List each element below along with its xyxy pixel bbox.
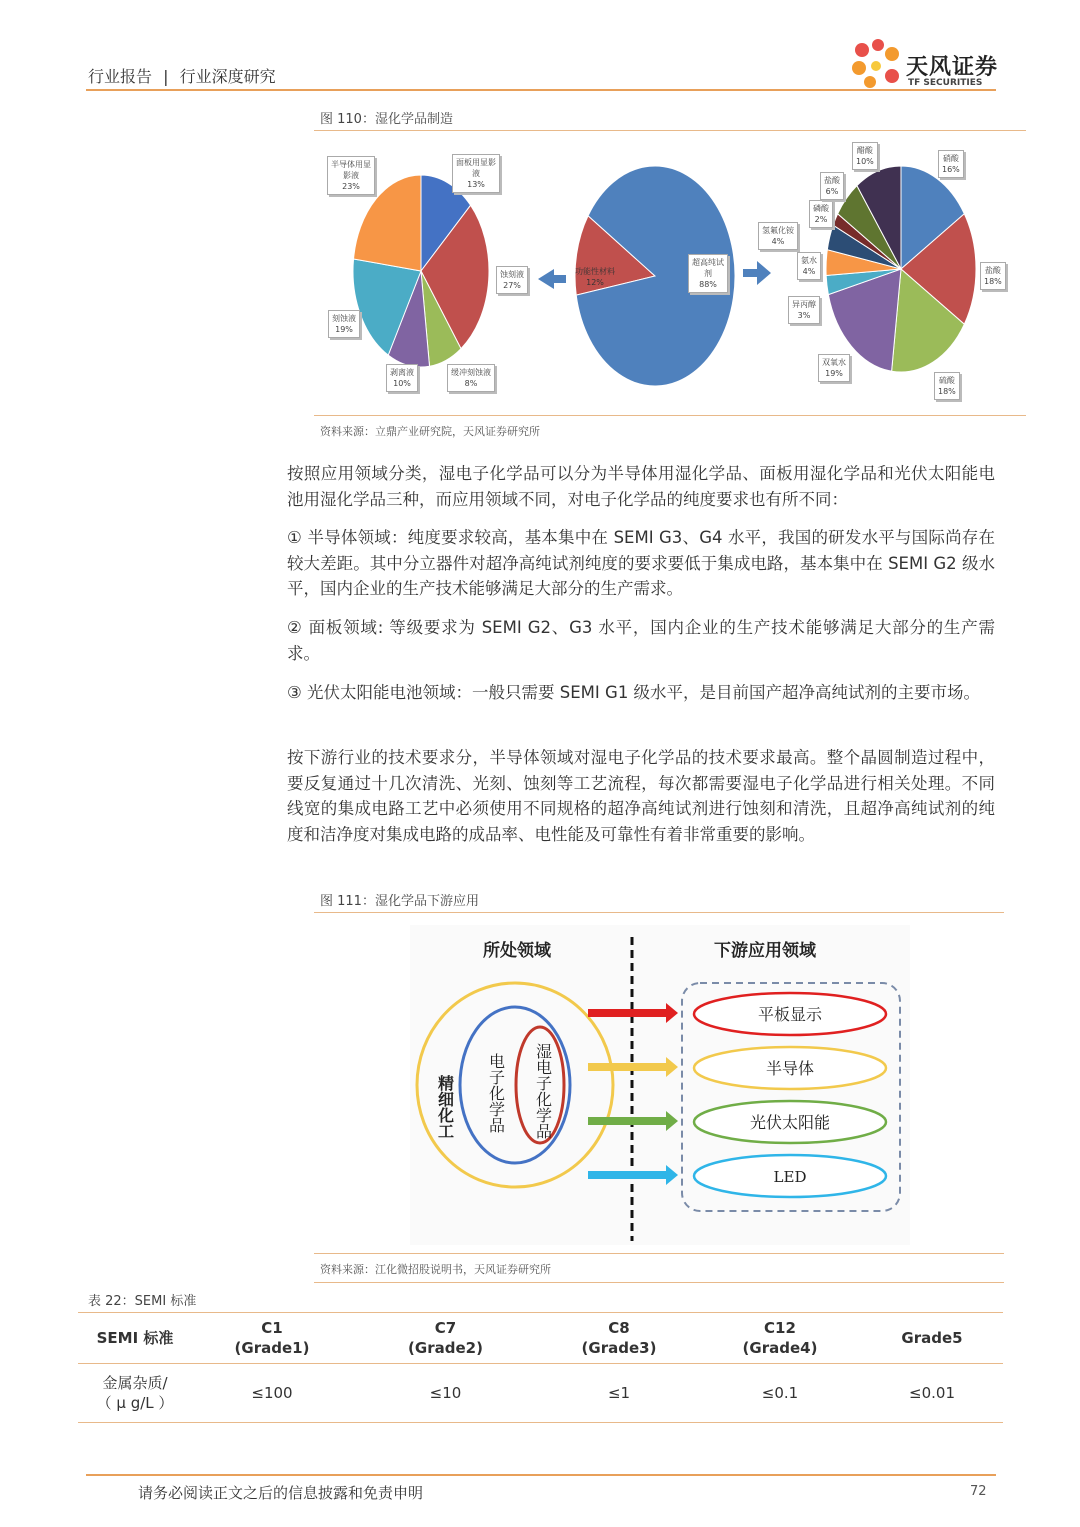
semi-standard-table [78, 1312, 1003, 1423]
figure-111-source: 资料来源：江化微招股说明书，天风证券研究所 [320, 1263, 551, 1276]
table-22-title: 表 22：SEMI 标准 [88, 1294, 197, 1309]
page-number: 72 [970, 1484, 987, 1499]
table-header-cell: C8 (Grade3) [539, 1313, 699, 1364]
figure-110-top-rule [314, 130, 1026, 131]
pie-chart-functional-materials [353, 175, 489, 367]
table-header-cell: Grade5 [861, 1313, 1003, 1364]
pie1-label-semi-developer: 半导体用显 影液 23% [327, 156, 375, 195]
paragraph-classification: 按照应用领域分类，湿电子化学品可以分为半导体用湿化学品、面板用湿化学品和光伏太阳能电池用湿化学品三种，而应用领域不同，对电子化学品的纯度要求也有所不同： [287, 464, 995, 509]
table-cell: ≤100 [192, 1364, 352, 1423]
figure-110-bottom-rule [314, 415, 1026, 416]
pie2-label-ultrapure: 超高纯试 剂 88% [688, 254, 728, 293]
left-column-header: 所处领域 [483, 941, 551, 961]
footer-divider [86, 1474, 996, 1476]
pie1-label-panel-developer: 面板用显影 液 13% [452, 154, 500, 193]
logo-name-en: TF SECURITIES [908, 78, 983, 88]
pie3-label-4: 双氧水 19% [818, 354, 850, 382]
report-subcategory: 行业深度研究 [179, 67, 276, 86]
company-logo [848, 36, 998, 92]
pie3-label-1: 硝酸 16% [938, 150, 964, 178]
figure-111-source-rule [314, 1282, 1004, 1283]
figure-111-bottom-rule [314, 1253, 1004, 1254]
pie1-label-etchant: 蚀刻液 27% [496, 266, 528, 294]
table-header-cell: SEMI 标准 [78, 1313, 192, 1364]
pie-chart-ultrapure-reagents [826, 166, 976, 372]
pie3-label-6: 氨水 4% [797, 252, 821, 280]
paragraph-photovoltaic: ③ 光伏太阳能电池领域：一般只需要 SEMI G1 级水平，是目前国产超净高纯试剂的主要市场。 [287, 683, 981, 702]
table-header-cell: C1 (Grade1) [192, 1313, 352, 1364]
label-wet-electronic-chemicals: 湿电子化学品 [533, 1043, 553, 1139]
pie3-label-2: 盐酸 18% [980, 262, 1006, 290]
pie2-label-functional: 功能性材料 12% [575, 267, 615, 287]
pie3-label-10: 醋酸 10% [852, 142, 878, 170]
logo-name-cn: 天风证券 [906, 55, 999, 80]
header-separator: | [163, 67, 169, 86]
paragraph-panel: ② 面板领域: 等级要求为 SEMI G2、G3 水平，国内企业的生产技术能够满足大部分的生产需求。 [287, 618, 995, 663]
figure-110-source: 资料来源：立鼎产业研究院，天风证券研究所 [320, 425, 540, 438]
app-semiconductor-label: 半导体 [765, 1059, 815, 1078]
right-arrow-icon [743, 261, 771, 285]
pie3-label-7: 氢氟化铵 4% [758, 222, 798, 250]
footer-disclaimer: 请务必阅读正文之后的信息披露和免责申明 [138, 1484, 424, 1502]
pie1-label-buffer-etch: 缓冲刻蚀液 8% [447, 364, 495, 392]
table-row [78, 1364, 1003, 1423]
app-photovoltaic-label: 光伏太阳能 [749, 1113, 831, 1132]
right-column-header: 下游应用领域 [714, 941, 816, 961]
header-divider [86, 89, 996, 91]
pie3-label-8: 磷酸 2% [809, 200, 833, 228]
table-cell: ≤0.1 [699, 1364, 861, 1423]
figure-110-title: 图 110：湿化学品制造 [320, 112, 453, 127]
table-cell: ≤1 [539, 1364, 699, 1423]
flower-logo-icon [848, 36, 908, 92]
report-header [88, 64, 276, 87]
app-flat-panel-label: 平板显示 [757, 1005, 823, 1024]
pie1-label-etching: 刻蚀液 19% [328, 310, 360, 338]
figure-110-pie-charts [314, 136, 1014, 406]
table-row-label: 金属杂质/ （ μ g/L ） [78, 1364, 192, 1423]
table-cell: ≤0.01 [861, 1364, 1003, 1423]
figure-111-top-rule [314, 912, 1004, 913]
pie3-label-3: 硫酸 18% [934, 372, 960, 400]
paragraph-semiconductor: ① 半导体领域：纯度要求较高，基本集中在 SEMI G3、G4 水平，我国的研发水平与国际尚存在较大差距。其中分立器件对超净高纯试剂纯度的要求要低于集成电路，基本集中在 SEMI G2 级水平，国内企业的生产技术能够满足大部分的生产需求。 [287, 528, 995, 598]
table-header-cell: C7 (Grade2) [352, 1313, 539, 1364]
paragraph-downstream: 按下游行业的技术要求分，半导体领域对湿电子化学品的技术要求最高。整个晶圆制造过程中，要反复通过十几次清洗、光刻、蚀刻等工艺流程，每次都需要湿电子化学品进行相关处理。不同线宽的集成电路工艺中必须使用不同规格的超净高纯试剂进行蚀刻和清洗，且超净高纯试剂的纯度和洁净度对集成电路的成品率、电性能及可靠性有着非常重要的影响。 [287, 748, 995, 844]
report-category: 行业报告 [88, 67, 153, 86]
table-cell: ≤10 [352, 1364, 539, 1423]
table-header-row [78, 1313, 1003, 1364]
label-fine-chemicals: 精细化工 [435, 1075, 455, 1139]
figure-111-diagram [410, 925, 910, 1245]
figure-111-title: 图 111：湿化学品下游应用 [320, 894, 479, 909]
pie1-label-stripper: 剥离液 10% [386, 364, 418, 392]
table-header-cell: C12 (Grade4) [699, 1313, 861, 1364]
label-electronic-chemicals: 电子化学品 [486, 1053, 506, 1133]
app-led-label: LED [773, 1168, 807, 1186]
left-arrow-icon [538, 269, 566, 289]
pie3-label-9: 盐酸 6% [820, 172, 844, 200]
pie3-label-5: 异丙醇 3% [788, 296, 820, 324]
